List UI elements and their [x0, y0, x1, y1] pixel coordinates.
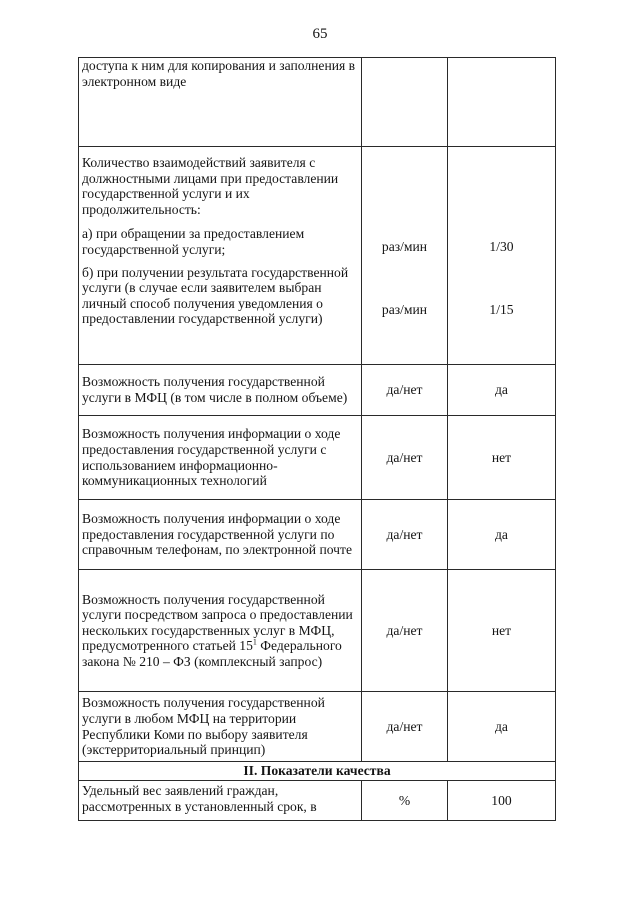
value-cell — [448, 58, 556, 147]
value-cell: да — [448, 365, 556, 416]
unit-cell — [362, 147, 448, 365]
value-cell: нет — [448, 570, 556, 692]
unit-cell: да/нет — [362, 570, 448, 692]
value-cell: нет — [448, 416, 556, 500]
indicator-cell: Возможность получения информации о ходе предоставления государственной услуги с использованием информационно-коммуникационных технологий — [79, 416, 362, 500]
indicators-table — [78, 57, 556, 821]
indicator-subitem-a: а) при обращении за предоставлением государственной услуги; — [82, 226, 305, 257]
section-row — [79, 762, 556, 781]
value-cell — [448, 147, 556, 365]
page-number: 65 — [312, 26, 328, 42]
indicator-subitem-b: б) при получении результата государственной услуги (в случае если заявителем выбран личный способ получения уведомления о предоставлении государственной услуги) — [82, 264, 349, 327]
table-row — [79, 781, 556, 821]
table-row — [79, 365, 556, 416]
value-subitem-b: 1/15 — [489, 301, 514, 317]
indicator-cell: Возможность получения информации о ходе предоставления государственной услуги по справочным телефонам, по электронной почте — [79, 500, 362, 570]
unit-cell: да/нет — [362, 692, 448, 762]
table-row — [79, 692, 556, 762]
value-cell: да — [448, 500, 556, 570]
table-row — [79, 58, 556, 147]
article-superscript: 1 — [252, 637, 257, 647]
table-row — [79, 147, 556, 365]
section-title: II. Показатели качества — [79, 762, 556, 781]
unit-cell — [362, 58, 448, 147]
indicator-cell — [79, 147, 362, 365]
indicator-cell: Возможность получения государственной услуги в любом МФЦ на территории Республики Коми по выбору заявителя (экстерриториальный принцип) — [79, 692, 362, 762]
unit-cell: да/нет — [362, 416, 448, 500]
table-row — [79, 416, 556, 500]
unit-cell: да/нет — [362, 500, 448, 570]
table-row — [79, 570, 556, 692]
unit-cell: % — [362, 781, 448, 821]
value-cell: да — [448, 692, 556, 762]
value-subitem-a: 1/30 — [489, 239, 514, 254]
indicator-cell: Удельный вес заявлений граждан, рассмотренных в установленный срок, в — [79, 781, 362, 821]
unit-cell: да/нет — [362, 365, 448, 416]
table-row — [79, 500, 556, 570]
value-cell: 100 — [448, 781, 556, 821]
indicator-cell — [79, 570, 362, 692]
indicator-intro: Количество взаимодействий заявителя с должностными лицами при предоставлении государственной услуги и их продолжительность: — [82, 155, 339, 217]
indicator-cell: Возможность получения государственной услуги в МФЦ (в том числе в полном объеме) — [79, 365, 362, 416]
indicator-text: Возможность получения государственной услуги посредством запроса о предоставлении нескольких государственных услуг в МФЦ, предусмотренного статьей 15 — [82, 591, 353, 654]
indicator-cell: доступа к ним для копирования и заполнения в электронном виде — [79, 58, 362, 147]
unit-subitem-a: раз/мин — [381, 239, 428, 254]
indicator-text-cont: Федерального закона № 210 – ФЗ (комплексный запрос) — [82, 638, 342, 669]
unit-subitem-b: раз/мин — [381, 301, 428, 317]
